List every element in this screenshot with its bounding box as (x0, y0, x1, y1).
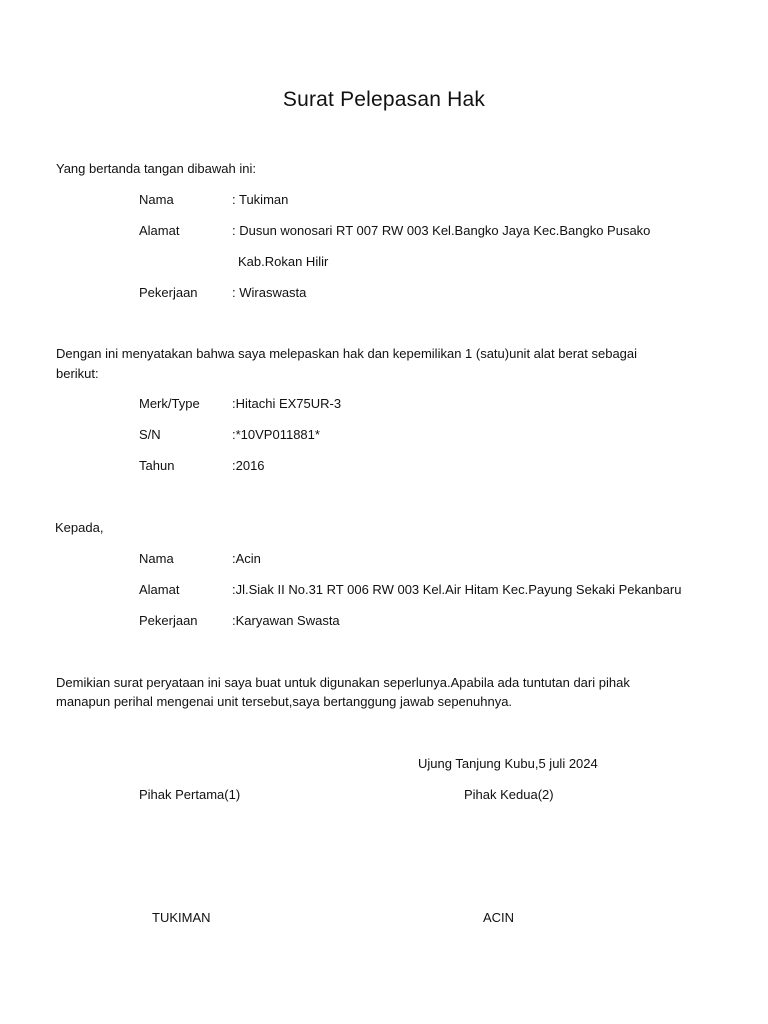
first-party-name-label: Nama (139, 192, 174, 207)
equipment-sn-value: :*10VP011881* (232, 427, 320, 442)
first-party-role: Pihak Pertama(1) (139, 787, 241, 802)
statement-line-2: berikut: (56, 366, 99, 381)
second-party-job-value: :Karyawan Swasta (232, 613, 340, 628)
second-party-address-value: :Jl.Siak II No.31 RT 006 RW 003 Kel.Air Hitam Kec.Payung Sekaki Pekanbaru (232, 582, 682, 597)
intro-text: Yang bertanda tangan dibawah ini: (56, 161, 256, 176)
statement-line-1: Dengan ini menyatakan bahwa saya melepaskan hak dan kepemilikan 1 (satu)unit alat berat sebagai (56, 346, 638, 361)
place-date: Ujung Tanjung Kubu,5 juli 2024 (418, 756, 598, 771)
equipment-year-value: :2016 (232, 458, 265, 473)
first-party-name-value: : Tukiman (232, 192, 289, 207)
first-party-signature-name: TUKIMAN (152, 910, 211, 925)
equipment-type-label: Merk/Type (139, 396, 200, 411)
second-party-role: Pihak Kedua(2) (464, 787, 554, 802)
equipment-year-label: Tahun (139, 458, 175, 473)
second-party-address-label: Alamat (139, 582, 180, 597)
first-party-address-value: : Dusun wonosari RT 007 RW 003 Kel.Bangko Jaya Kec.Bangko Pusako (232, 223, 651, 238)
equipment-type-value: :Hitachi EX75UR-3 (232, 396, 342, 411)
equipment-sn-label: S/N (139, 427, 161, 442)
first-party-job-label: Pekerjaan (139, 285, 198, 300)
first-party-address-label: Alamat (139, 223, 180, 238)
closing-line-2: manapun perihal mengenai unit tersebut,saya bertanggung jawab sepenuhnya. (56, 694, 513, 709)
second-party-job-label: Pekerjaan (139, 613, 198, 628)
document-title: Surat Pelepasan Hak (282, 88, 486, 111)
first-party-job-value: : Wiraswasta (232, 285, 307, 300)
recipient-heading: Kepada, (55, 520, 104, 535)
second-party-signature-name: ACIN (483, 910, 515, 925)
first-party-address-value-continued: Kab.Rokan Hilir (238, 254, 329, 269)
second-party-name-label: Nama (139, 551, 174, 566)
closing-line-1: Demikian surat peryataan ini saya buat untuk digunakan seperlunya.Apabila ada tuntutan dari pihak (56, 675, 630, 690)
second-party-name-value: :Acin (232, 551, 261, 566)
